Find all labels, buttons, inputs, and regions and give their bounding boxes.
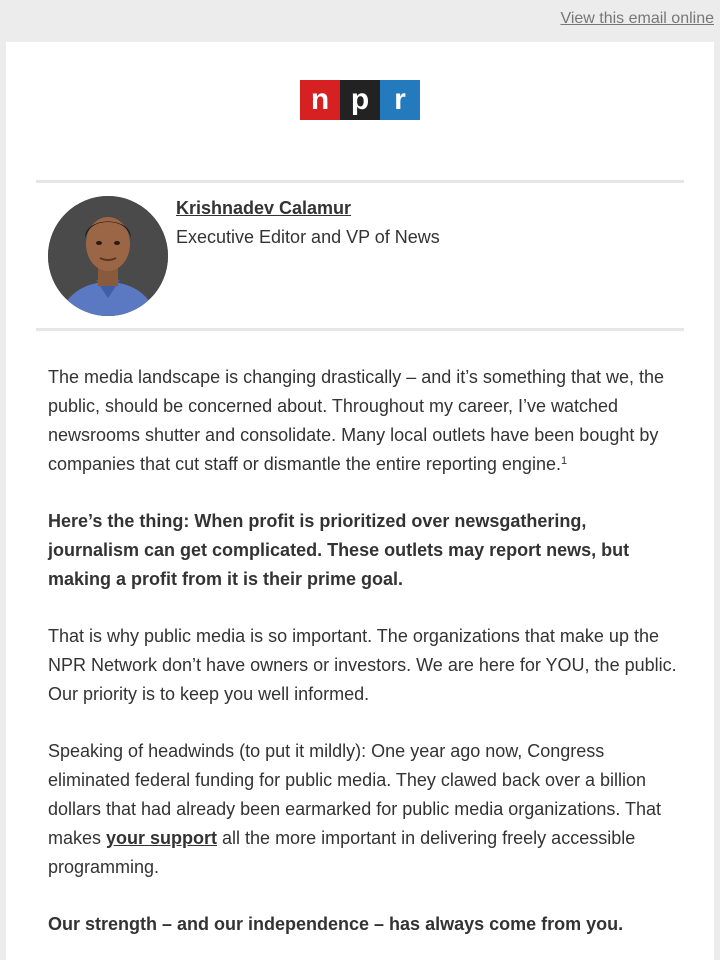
footnote-marker: 1 [560, 455, 568, 467]
npr-logo[interactable] [300, 80, 420, 120]
author-photo [48, 196, 168, 316]
paragraph-4-text-b: all the more important in delivering freely accessible programming. [48, 828, 636, 877]
logo-letter-r: r [380, 80, 420, 120]
view-online-link[interactable]: View this email online [560, 10, 714, 27]
paragraph-4 [48, 737, 682, 882]
paragraph-3: That is why public media is so important. The organizations that make up the NPR Network don’t have owners or investors. We are here for YOU, the public. Our priority is to keep you well informed. [48, 626, 677, 704]
logo-letter-p: p [340, 80, 380, 120]
logo-letter-n: n [300, 80, 340, 120]
email-card [6, 42, 714, 960]
paragraph-1 [48, 363, 682, 479]
author-avatar [48, 196, 168, 316]
top-bar [0, 0, 720, 42]
paragraph-5: Our strength – and our independence – has always come from you. [48, 914, 624, 934]
author-name-link[interactable]: Krishnadev Calamur [176, 198, 352, 218]
email-body [48, 363, 682, 960]
your-support-link[interactable]: your support [106, 828, 218, 848]
paragraph-2: Here’s the thing: When profit is prioritized over newsgathering, journalism can get complicated. These outlets may report news, but making a profit from it is their prime goal. [48, 511, 630, 589]
paragraph-1-text: The media landscape is changing drastically – and it’s something that we, the public, should be concerned about. Throughout my career, I’ve watched newsrooms shutter and consolidate. Many local outlets have been bought by companies that cut staff or dismantle the entire reporting engine. [48, 367, 665, 474]
paragraph-4-text-a: Speaking of headwinds (to put it mildly): One year ago now, Congress eliminated federal funding for public media. They clawed back over a billion dollars that had already been earmarked for public media organizations. That makes [48, 741, 662, 848]
divider-top [36, 180, 684, 183]
divider-bottom [36, 328, 684, 331]
author-title: Executive Editor and VP of News [176, 227, 440, 247]
